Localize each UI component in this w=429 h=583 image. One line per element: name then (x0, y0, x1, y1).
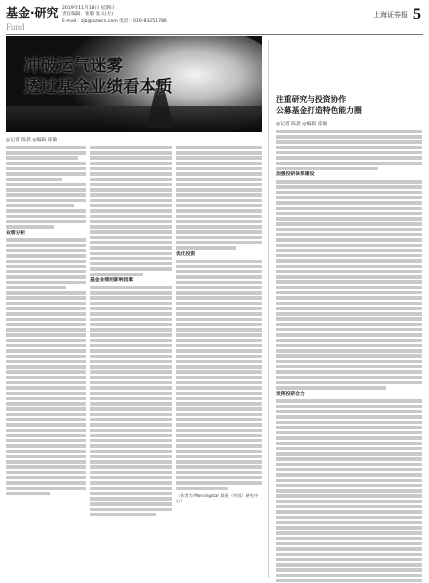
column-divider (268, 40, 269, 578)
date-line: 2019年11月18日 星期日 (62, 6, 115, 11)
header-rule (6, 34, 423, 35)
side-headline-line-2: 公募基金打造特色能力圈 (276, 105, 362, 115)
main-subhead-1: 业绩分析 (6, 230, 26, 236)
side-headline (276, 95, 362, 116)
main-column-1 (6, 144, 86, 497)
newspaper-name: 上海证券报 (373, 11, 408, 19)
editor-line: 责任编辑：崔敏 张义(方) (62, 12, 113, 18)
side-headline-line-1: 注重研究与投资协作 (276, 95, 347, 104)
header-info (62, 6, 167, 25)
main-byline: ◎记者 陈晨 ◎编辑 崔敏 (6, 138, 58, 143)
side-byline: ◎记者 陈晨 ◎编辑 崔敏 (276, 122, 328, 127)
main-column-3 (176, 144, 262, 504)
page-number: 5 (413, 6, 421, 23)
side-subhead-1: 加强投研体系建设 (276, 172, 315, 178)
email-line: E-mail：zjb@xzwcn.com 电话：010-83251786 (62, 18, 167, 24)
author-note: （作者为 Morningstar 晨星（中国）研究中心） (176, 493, 259, 504)
main-headline (24, 55, 173, 97)
main-subhead-2: 基金业绩的影响因素 (90, 278, 134, 284)
page-header-right (373, 6, 421, 24)
section-subtitle: Fund (6, 22, 25, 32)
side-column (276, 128, 422, 583)
headline-line-2: 透过基金业绩看本质 (24, 77, 173, 96)
headline-line-1: 冲破运气迷雾 (24, 56, 123, 75)
main-column-2 (90, 144, 172, 518)
section-title: 基金·研究 (6, 6, 59, 20)
side-subhead-2: 发挥投研合力 (276, 391, 305, 397)
main-subhead-3: 优化投资 (176, 251, 196, 257)
